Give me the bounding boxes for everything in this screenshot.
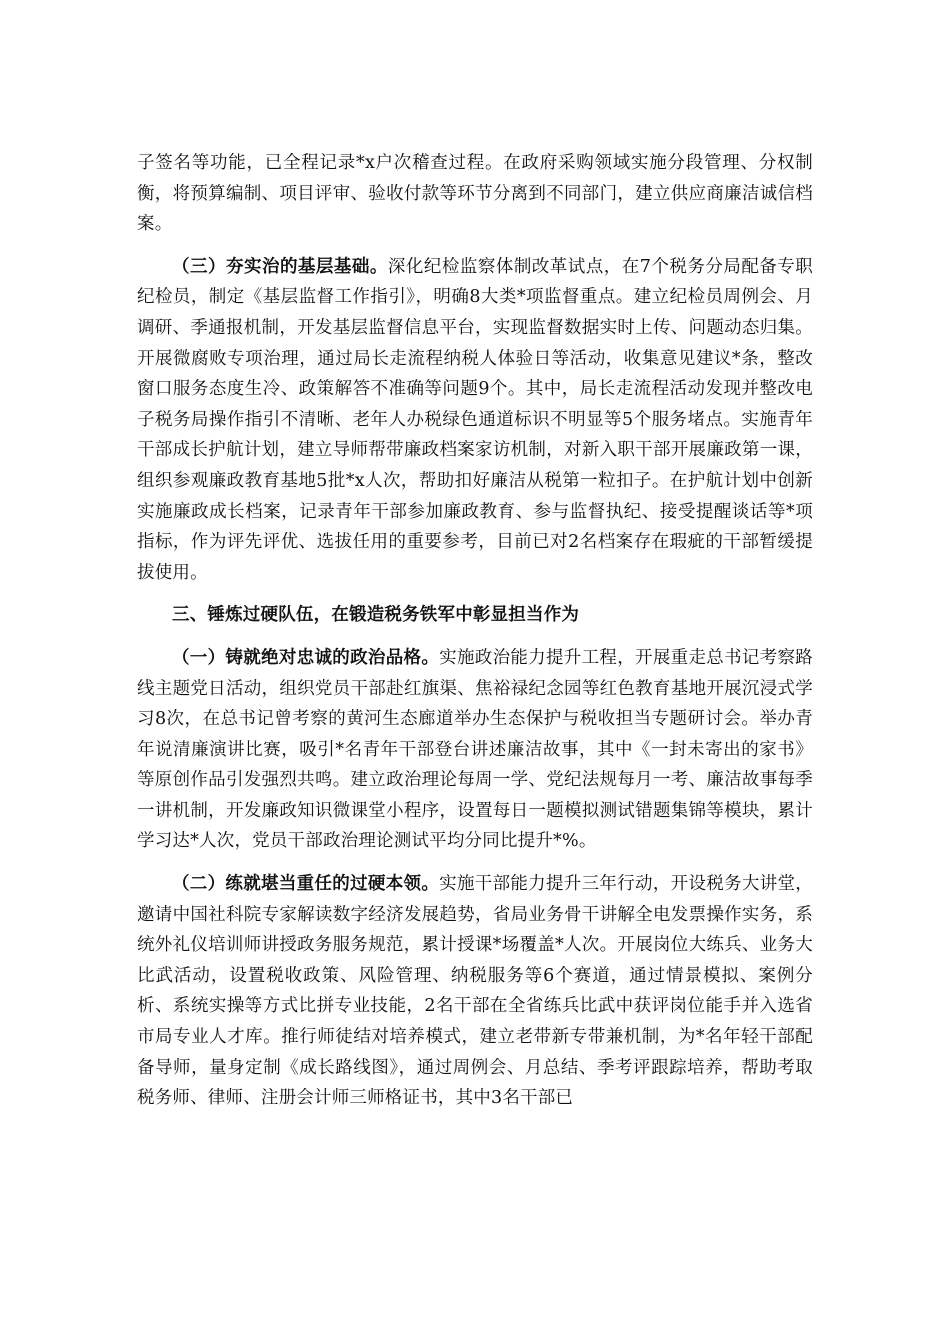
- paragraph-body-text: 深化纪检监察体制改革试点，在7个税务分局配备专职纪检员，制定《基层监督工作指引》，明确8大类*项监督重点。建立纪检员周例会、月调研、季通报机制，开发基层监督信息平台，实现监督数据实时上传、问题动态归集。开展微腐败专项治理，通过局长走流程纳税人体验日等活动，收集意见建议*条，整改窗口服务态度生冷、政策解答不准确等问题9个。其中，局长走流程活动发现并整改电子税务局操作指引不清晰、老年人办税绿色通道标识不明显等5个服务堵点。实施青年干部成长护航计划，建立导师帮带廉政档案家访机制，对新入职干部开展廉政第一课，组织参观廉政教育基地5批*x人次，帮助扣好廉洁从税第一粒扣子。在护航计划中创新实施廉政成长档案，记录青年干部参加廉政教育、参与监督执纪、接受提醒谈话等*项指标，作为评先评优、选拔任用的重要参考，目前已对2名档案存在瑕疵的干部暂缓提拔使用。: [137, 256, 813, 583]
- paragraph-grassroots-foundation: [137, 252, 813, 589]
- paragraph-professional-skills: [137, 869, 813, 1114]
- paragraph-continuation: [137, 148, 813, 240]
- paragraph-body-text: 实施干部能力提升三年行动，开设税务大讲堂，邀请中国社科院专家解读数字经济发展趋势，省局业务骨干讲解全电发票操作实务，系统外礼仪培训师讲授政务服务规范，累计授课*场覆盖*人次。开展岗位大练兵、业务大比武活动，设置税收政策、风险管理、纳税服务等6个赛道，通过情景模拟、案例分析、系统实操等方式比拼专业技能，2名干部在全省练兵比武中获评岗位能手并入选省市局专业人才库。推行师徒结对培养模式，建立老带新专带兼机制，为*名年轻干部配备导师，量身定制《成长路线图》，通过周例会、月总结、季考评跟踪培养，帮助考取税务师、律师、注册会计师三师格证书，其中3名干部已: [137, 874, 814, 1109]
- document-body: [137, 148, 813, 1114]
- section-heading: 三、锤炼过硬队伍，在锻造税务铁军中彰显担当作为: [172, 605, 580, 626]
- paragraph-continuation-text: 子签名等功能，已全程记录*x户次稽查过程。在政府采购领域实施分段管理、分权制衡，将预算编制、项目评审、验收付款等环节分离到不同部门，建立供应商廉洁诚信档案。: [137, 153, 813, 235]
- paragraph-lead-heading: （一）铸就绝对忠诚的政治品格。: [172, 647, 440, 668]
- paragraph-body-text: 实施政治能力提升工程，开展重走总书记考察路线主题党日活动，组织党员干部赴红旗渠、焦裕禄纪念园等红色教育基地开展沉浸式学习8次，在总书记曾考察的黄河生态廊道举办生态保护与税收担当专题研讨会。举办青年说清廉演讲比赛，吸引*名青年干部登台讲述廉洁故事，其中《一封未寄出的家书》等原创作品引发强烈共鸣。建立政治理论每周一学、党纪法规每月一考、廉洁故事每季一讲机制，开发廉政知识微课堂小程序，设置每日一题模拟测试错题集锦等模块，累计学习达*人次，党员干部政治理论测试平均分同比提升*%。: [137, 647, 814, 852]
- paragraph-political-loyalty: [137, 643, 813, 857]
- paragraph-lead-heading: （三）夯实治的基层基础。: [172, 256, 388, 277]
- paragraph-lead-heading: （二）练就堪当重任的过硬本领。: [172, 874, 440, 895]
